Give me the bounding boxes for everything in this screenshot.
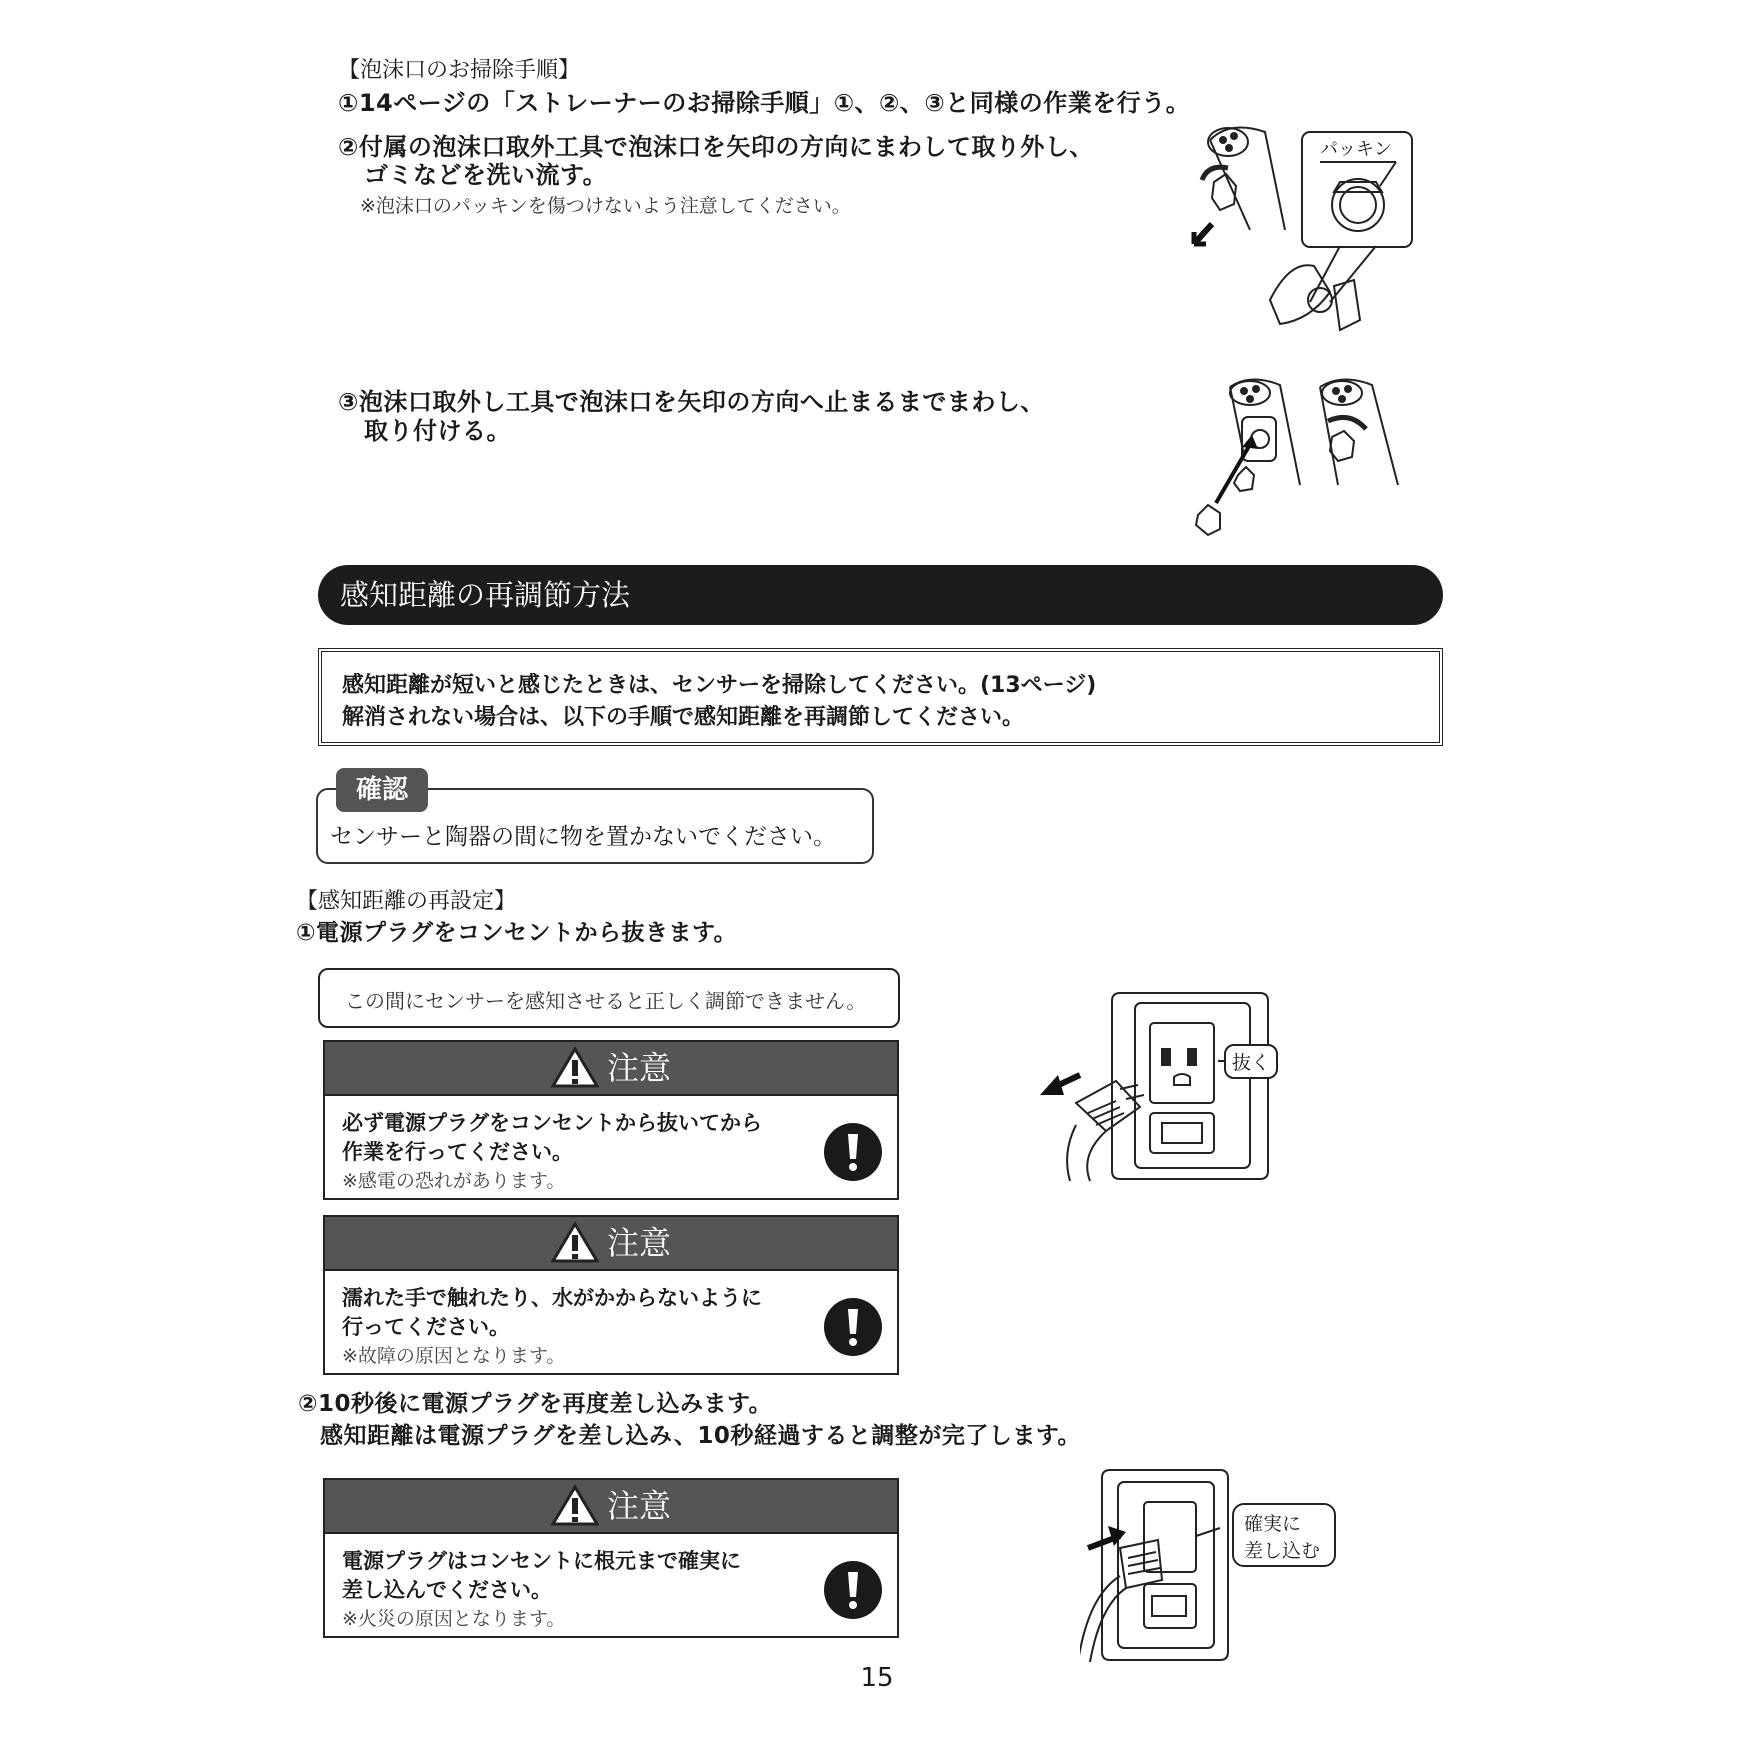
caution-box-2 (323, 1215, 899, 1375)
mandatory-action-icon (823, 1122, 883, 1182)
cleaning-step-2-line-1: ②付属の泡沫口取外工具で泡沫口を矢印の方向にまわして取り外し、 (338, 133, 1094, 161)
plug-in-illustration (1080, 1466, 1240, 1666)
plug-in-label-line-1: 確実に (1244, 1513, 1302, 1535)
caution-header-1 (325, 1042, 897, 1096)
caution-1-note: ※感電の恐れがあります。 (342, 1170, 566, 1192)
plug-in-label-line-2: 差し込む (1244, 1540, 1321, 1562)
caution-2-line-2: 行ってください。 (342, 1315, 510, 1339)
info-line-2: 解消されない場合は、以下の手順で感知距離を再調節してください。 (342, 705, 1025, 730)
packing-label: パッキン (1320, 139, 1392, 160)
cleaning-step-2-note: ※泡沫口のパッキンを傷つけないよう注意してください。 (360, 195, 851, 217)
warning-triangle-icon (551, 1046, 599, 1088)
mandatory-action-icon (823, 1297, 883, 1357)
reset-step-2-line-1: ②10秒後に電源プラグを再度差し込みます。 (298, 1391, 773, 1417)
cleaning-step-1: ①14ページの「ストレーナーのお掃除手順」①、②、③と同様の作業を行う。 (338, 89, 1191, 117)
confirm-tag: 確認 (336, 768, 428, 812)
info-box (318, 648, 1443, 746)
warning-triangle-icon (551, 1221, 599, 1263)
reset-step-1: ①電源プラグをコンセントから抜きます。 (296, 920, 738, 946)
caution-2-line-1: 濡れた手で触れたり、水がかからないように (342, 1286, 762, 1310)
caution-title-2: 注意 (606, 1224, 671, 1262)
warning-triangle-icon (551, 1484, 599, 1526)
cleaning-step-2-line-2: ゴミなどを洗い流す。 (364, 161, 608, 189)
caution-title-3: 注意 (606, 1487, 671, 1525)
caution-box-3 (323, 1478, 899, 1638)
confirm-text: センサーと陶器の間に物を置かないでください。 (330, 824, 836, 850)
caution-3-line-1: 電源プラグはコンセントに根元まで確実に (342, 1549, 741, 1573)
aerator-removal-illustration (1190, 120, 1430, 355)
info-line-1: 感知距離が短いと感じたときは、センサーを掃除してください。(13ページ) (342, 673, 1097, 698)
caution-1-line-2: 作業を行ってください。 (342, 1140, 573, 1164)
cleaning-step-3-line-1: ③泡沫口取外し工具で泡沫口を矢印の方向へ止まるまでまわし、 (338, 388, 1045, 416)
caution-3-line-2: 差し込んでください。 (342, 1578, 552, 1602)
reset-heading: 【感知距離の再設定】 (296, 889, 517, 914)
caution-header-3 (325, 1480, 897, 1534)
reset-step-2-line-2: 感知距離は電源プラグを差し込み、10秒経過すると調整が完了します。 (320, 1423, 1082, 1449)
cleaning-step-3-line-2: 取り付ける。 (364, 417, 511, 445)
mandatory-action-icon (823, 1560, 883, 1620)
caution-title-1: 注意 (606, 1049, 671, 1087)
reset-warning-text: この間にセンサーを感知させると正しく調節できません。 (345, 989, 867, 1013)
caution-2-note: ※故障の原因となります。 (342, 1345, 566, 1367)
caution-1-line-1: 必ず電源プラグをコンセントから抜いてから (342, 1111, 762, 1135)
page-number: 15 (860, 1663, 894, 1693)
unplug-illustration (1040, 985, 1290, 1195)
caution-header-2 (325, 1217, 897, 1271)
plug-in-label-box (1232, 1503, 1336, 1567)
cleaning-heading: 【泡沫口のお掃除手順】 (338, 58, 581, 83)
section-title-bar (318, 565, 1443, 625)
aerator-install-illustration (1180, 375, 1410, 545)
caution-box-1 (323, 1040, 899, 1200)
unplug-label: 抜く (1224, 1044, 1278, 1079)
caution-3-note: ※火災の原因となります。 (342, 1608, 566, 1630)
section-title: 感知距離の再調節方法 (340, 578, 631, 612)
